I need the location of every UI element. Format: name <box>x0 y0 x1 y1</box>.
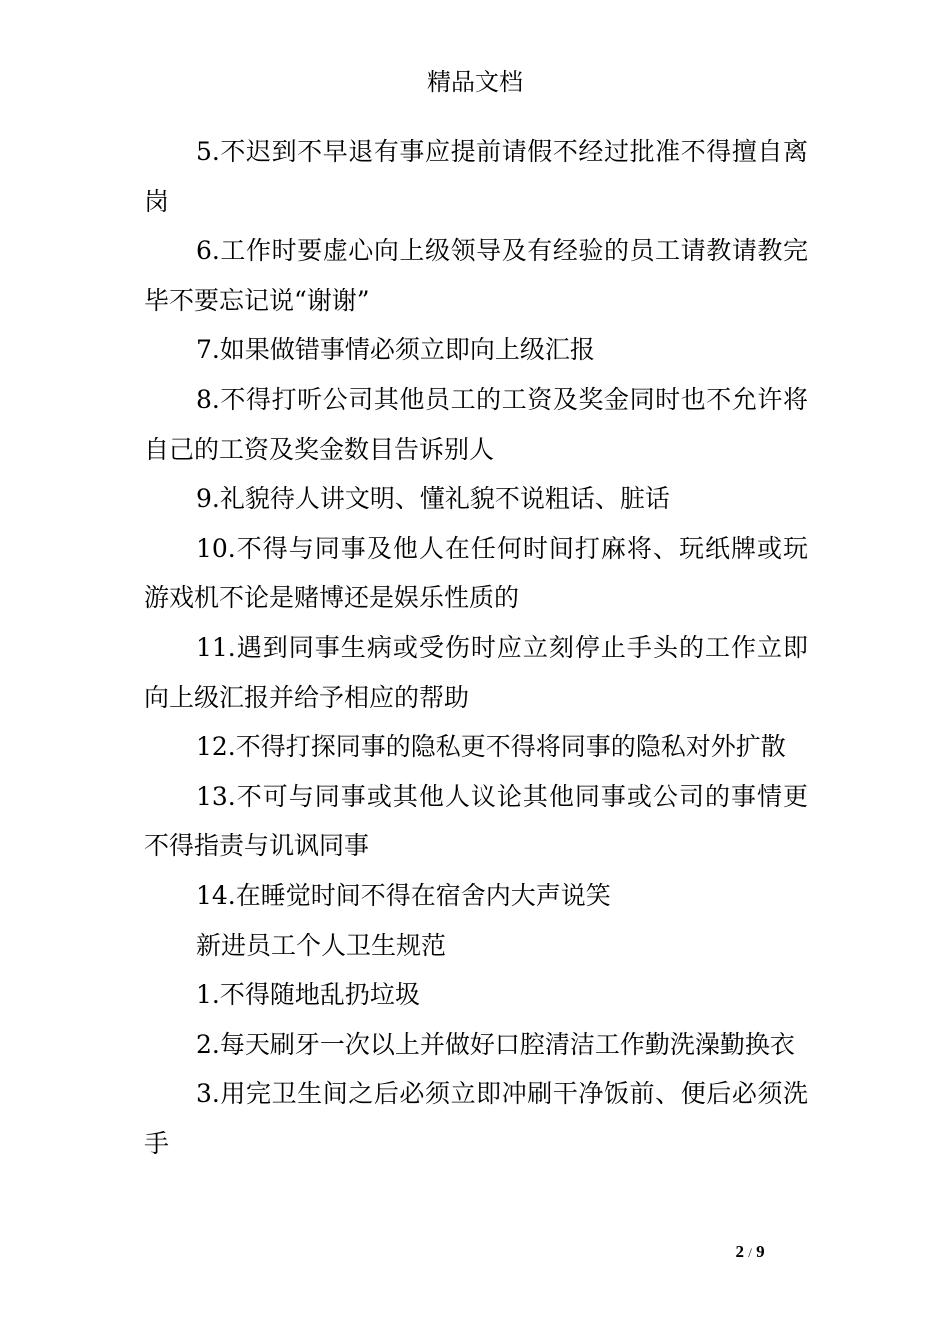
paragraph-rule-6: 6.工作时要虚心向上级领导及有经验的员工请教请教完毕不要忘记说“谢谢” <box>144 236 808 315</box>
paragraph-rule-10: 10.不得与同事及他人在任何时间打麻将、玩纸牌或玩游戏机不论是赌博还是娱乐性质的 <box>144 533 808 613</box>
paragraph-rule-5: 5.不迟到不早退有事应提前请假不经过批准不得擅自离岗 <box>144 137 808 216</box>
paragraph-rule-14: 14.在睡觉时间不得在宿舍内大声说笑 <box>196 880 611 910</box>
paragraph-rule-9: 9.礼貌待人讲文明、懂礼貌不说粗话、脏话 <box>196 484 670 514</box>
section-heading-hygiene: 新进员工个人卫生规范 <box>196 930 447 960</box>
page-number <box>700 1240 800 1265</box>
page-header-title: 精品文档 <box>427 68 523 96</box>
page-number-separator: / <box>748 1245 752 1260</box>
total-page-count: 9 <box>756 1242 765 1261</box>
document-body <box>144 127 808 1168</box>
paragraph-rule-13: 13.不可与同事或其他人议论其他同事或公司的事情更不得指责与讥讽同事 <box>144 781 808 861</box>
paragraph-rule-12: 12.不得打探同事的隐私更不得将同事的隐私对外扩散 <box>196 732 786 762</box>
paragraph-hygiene-2: 2.每天刷牙一次以上并做好口腔清洁工作勤洗澡勤换衣 <box>196 1029 795 1059</box>
paragraph-hygiene-3: 3.用完卫生间之后必须立即冲刷干净饭前、便后必须洗手 <box>144 1079 808 1158</box>
paragraph-rule-11: 11.遇到同事生病或受伤时应立刻停止手头的工作立即向上级汇报并给予相应的帮助 <box>144 632 808 712</box>
current-page-number: 2 <box>735 1242 744 1261</box>
paragraph-rule-8: 8.不得打听公司其他员工的工资及奖金同时也不允许将自己的工资及奖金数目告诉别人 <box>144 384 808 464</box>
paragraph-rule-7: 7.如果做错事情必须立即向上级汇报 <box>196 335 595 365</box>
paragraph-hygiene-1: 1.不得随地乱扔垃圾 <box>196 980 420 1010</box>
